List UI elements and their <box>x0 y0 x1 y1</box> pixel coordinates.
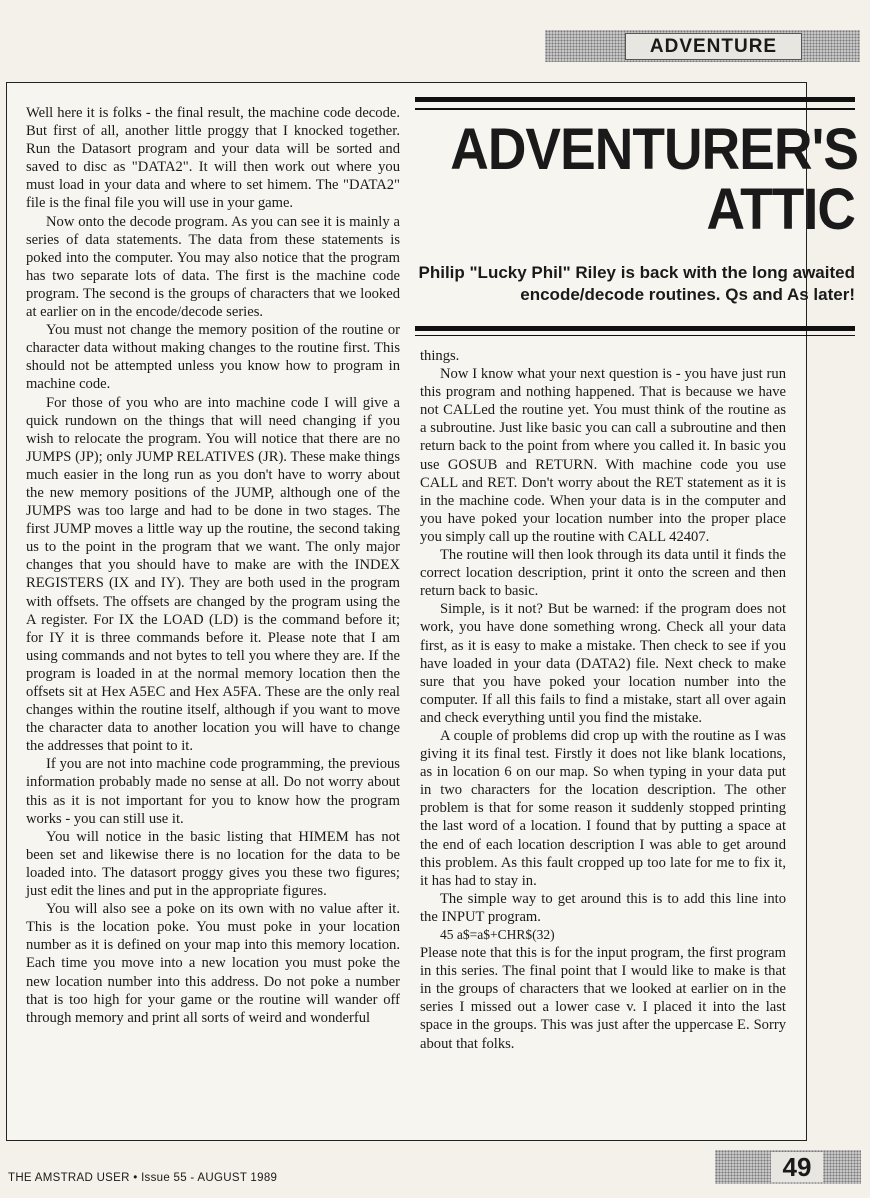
headline-line-1: ADVENTURER'S <box>450 117 859 182</box>
standfirst-bottom-rule-thin <box>415 335 855 336</box>
article-standfirst: Philip "Lucky Phil" Riley is back with the long awaited encode/decode routines. Qs and As later! <box>418 263 855 304</box>
footer-bullet: • <box>133 1172 142 1184</box>
magazine-name: THE AMSTRAD USER <box>8 1172 130 1184</box>
column-2 <box>420 347 786 1053</box>
body-paragraph: things. <box>420 348 460 364</box>
issue-info: Issue 55 - AUGUST 1989 <box>141 1172 278 1184</box>
body-paragraph: A couple of problems did crop up with the routine as I was giving it its final test. Firstly it does not like blank locations, as in location 6 on our map. So when typing in your data put in two characters for the location description. The other problem is that for some reason it suddenly stopped printing the last word of a location. I found that by putting a space at the end of each location description I was able to get around this problem. As this fault cropped up too late for me to fix it, it has had to stay in. <box>420 727 786 889</box>
body-paragraph: Well here it is folks - the final result, the machine code decode. But first of all, another little proggy that I knocked together. Run the Datasort program and your data will be sorted and saved to disc as "DATA2". It will then work out where you must load in your data and where to set himem. The "DATA2" file is the final file you will use in your game. <box>26 105 400 212</box>
body-paragraph: The routine will then look through its data until it finds the correct location description, print it onto the screen and then return back to basic. <box>420 547 786 600</box>
column-1 <box>26 104 400 1027</box>
code-listing-line: 45 a$=a$+CHR$(32) <box>440 927 555 942</box>
page-number: 49 <box>771 1152 823 1182</box>
body-paragraph: Please note that this is for the input program, the first program in this series. The final point that I would like to make is that in the groups of characters that we looked at earlier on in the series I missed out a lower case v. I placed it into the last space in the groups. This was just after the uppercase E. Sorry about that folks. <box>420 945 786 1052</box>
headline-line-2: ATTIC <box>706 177 855 242</box>
body-paragraph: For those of you who are into machine code I will give a quick rundown on the things that will need changing if you wish to relocate the program. You will notice that there are no JUMPS (JP); only JUMP RELATIVES (JR). These make things much easier in the long run as you don't have to worry about the new memory positions of the JUMP, although one of the JUMPS was too large and had to be done in two stages. The first JUMP moves a little way up the routine, the second taking us to the point in the program that we want. The only major changes that you should have to make are with the INDEX REGISTERS (IX and IY). They are both used in the program with offsets. The offsets are changed by the program using the A register. For IX the LOAD (LD) is the command before it; for IY it is three commands before it. Please note that I am using commands and not bytes to tell you where they are. If the program is loaded in at the normal memory location then the offsets sit at Hex A5EC and Hex A5FA. These are the only real changes within the routine itself, although if you want to move the character data to another location you will have to change the addresses that point to it. <box>26 394 400 755</box>
body-paragraph: Now I know what your next question is - you have just run this program and nothing happened. That is because we have not CALLed the routine yet. You must think of the routine as a subroutine. Just like basic you can call a subroutine and then return back to the point from where you called it. In basic you use GOSUB and RETURN. With machine code you use CALL and RET. Don't worry about the RET statement as it is in the machine code. When your data is in the computer and you have poked your location number into the proper place you simply call up the routine with CALL 42407. <box>420 366 786 545</box>
article-headline <box>450 117 859 242</box>
body-paragraph: Simple, is it not? But be warned: if the program does not work, you have done something wrong. Check all your data first, as it is easy to make a mistake. Then check to see if you have loaded in your data (DATA2) file. Next check to make sure that you have poked your location number into the computer. If all this fails to find a mistake, start all over again and check everything until you find the mistake. <box>420 601 786 726</box>
section-tab-label: ADVENTURE <box>625 33 802 60</box>
body-paragraph: You must not change the memory position of the routine or character data without making changes to the routine first. This should not be attempted unless you know how to program in machine code. <box>26 322 400 393</box>
page-number-box <box>715 1150 861 1184</box>
section-tab <box>545 30 860 62</box>
body-paragraph: Now onto the decode program. As you can see it is mainly a series of data statements. The data from these statements is poked into the computer. You may also notice that the program has two separate lots of data. The first is the machine code program. The second is the groups of characters that we looked at earlier on in the encode/decode series. <box>26 213 400 321</box>
body-paragraph: You will notice in the basic listing that HIMEM has not been set and likewise there is no location for the data to be loaded into. The datasort proggy gives you these two figures; just edit the lines and put in the appropriate figures. <box>26 828 400 900</box>
body-paragraph: You will also see a poke on its own with no value after it. This is the location poke. You must poke in your location number as it is defined on your map into this memory location. Each time you move into a new location you must poke the new location number into this address. Do not poke a number that is too high for your game or the routine will wander off through memory and print all sorts of weird and wonderful <box>26 901 400 1026</box>
standfirst-bottom-rule <box>415 326 855 331</box>
body-paragraph: The simple way to get around this is to add this line into the INPUT program. <box>420 890 786 925</box>
headline-second-rule <box>415 108 855 110</box>
headline-top-rule <box>415 97 855 102</box>
page-footer <box>8 1172 277 1184</box>
body-paragraph: If you are not into machine code programming, the previous information probably made no sense at all. Do not worry about this as it is not important for you to know how the program works - you can still use it. <box>26 756 400 827</box>
